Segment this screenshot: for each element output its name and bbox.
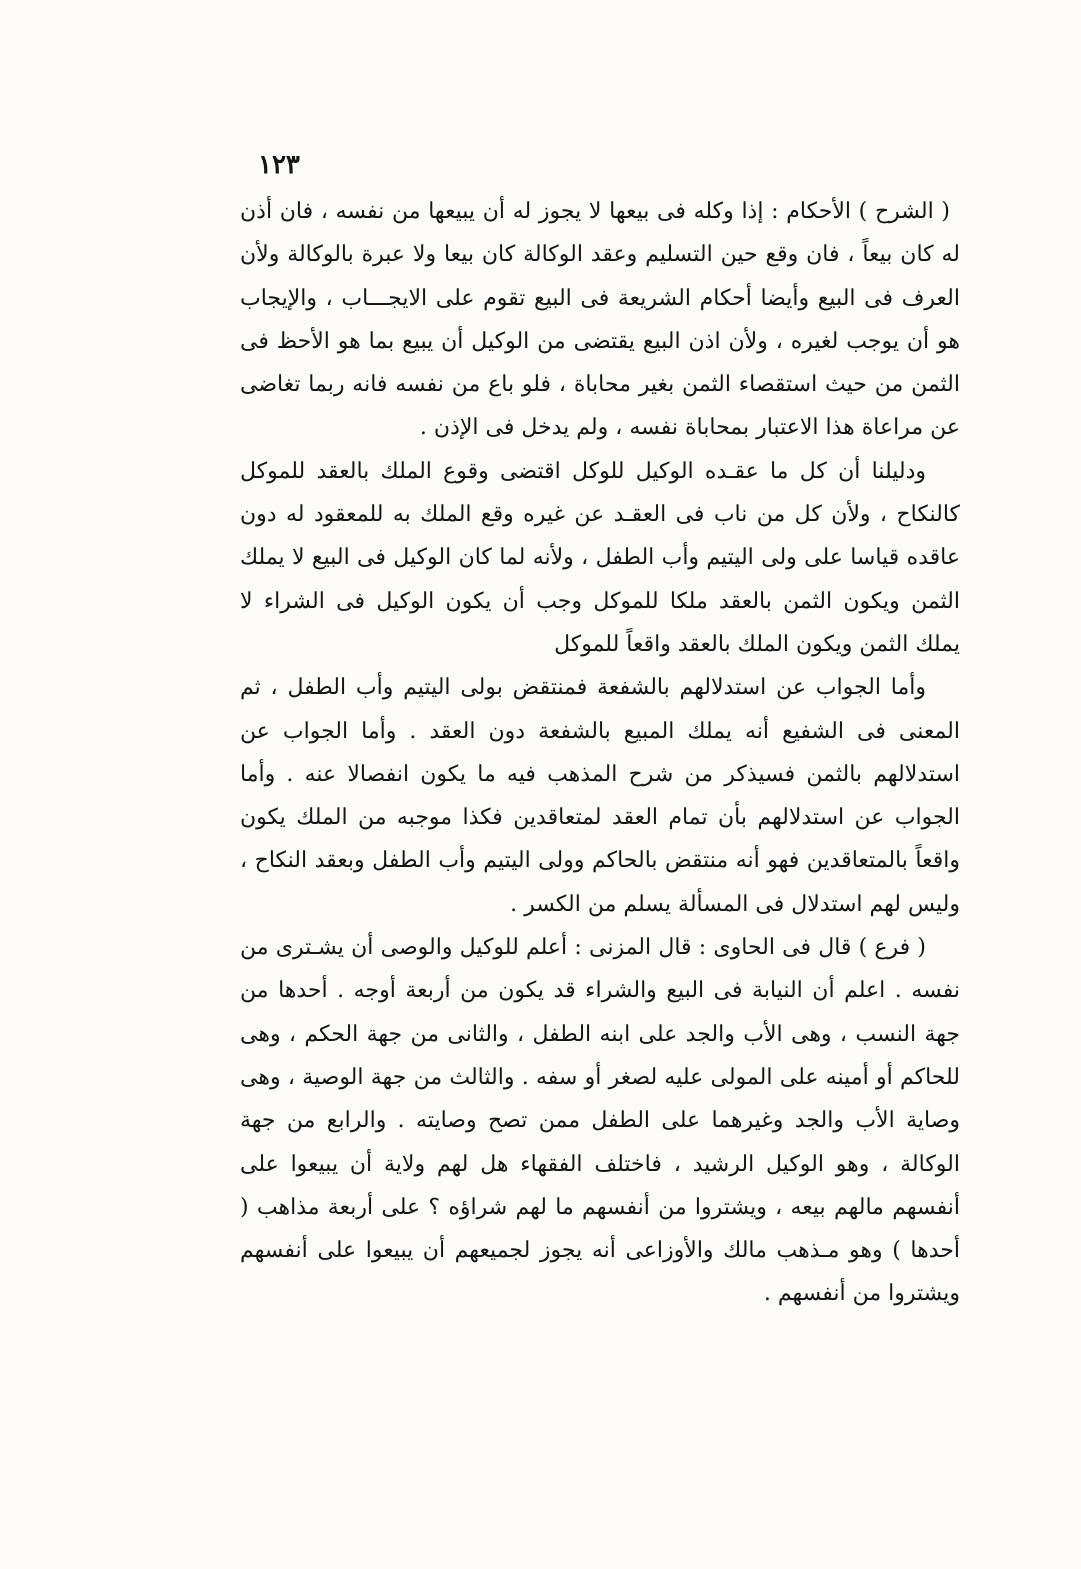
paragraph-sharh-ahkam: ( الشرح ) الأحكام : إذا وكله فى بيعها لا يجوز له أن يبيعها من نفسه ، فان أذن له كان بيعاً ، فان وقع حين التسليم وعقد الوكالة كان بيعا ولا عبرة بالوكالة ولأن العرف فى البيع وأيضا أحكام الشريعة فى البيع تقوم على الايجـــاب ، والإيجاب هو أن يوجب لغيره ، ولأن اذن البيع يقتضى من الوكيل أن يبيع بما هو الأحظ فى الثمن من حيث استقصاء الثمن بغير محاباة ، فلو باع من نفسه فانه ربما تغاضى عن مراعاة هذا الاعتبار بمحاباة نفسه ، ولم يدخل فى الإذن .: [240, 199, 960, 441]
paragraph-far: ( فرع ) قال فى الحاوى : قال المزنى : أعلم للوكيل والوصى أن يشـترى من نفسه . اعلم أن النيابة فى البيع والشراء قد يكون من أربعة أوجه . أحدها من جهة النسب ، وهى الأب والجد على ابنه الطفل ، والثانى من جهة الحكم ، وهى للحاكم أو أمينه على المولى عليه لصغر أو سفه . والثالث من جهة الوصية ، وهى وصاية الأب والجد وغيرهما على الطفل ممن تصح وصايته . والرابع من جهة الوكالة ، وهو الوكيل الرشيد ، فاختلف الفقهاء هل لهم ولاية أن يبيعوا على أنفسهم مالهم بيعه ، ويشتروا من أنفسهم ما لهم شراؤه ؟ على أربعة مذاهب ( أحدها ) وهو مـذهب مالك والأوزاعى أنه يجوز لجميعهم أن يبيعوا على أنفسهم ويشتروا من أنفسهم .: [240, 935, 960, 1307]
paragraph-dalil: ودليلنا أن كل ما عقـده الوكيل للوكل اقتضى وقوع الملك بالعقد للموكل كالنكاح ، ولأن كل من ناب فى العقـد عن غيره وقع الملك به للمعقود له دون عاقده قياسا على ولى اليتيم وأب الطفل ، ولأنه لما كان الوكيل فى البيع لا يملك الثمن ويكون الثمن بالعقد ملكا للموكل وجب أن يكون الوكيل فى الشراء لا يملك الثمن ويكون الملك بالعقد واقعاً للموكل: [240, 458, 960, 657]
page-number: ١٢٣: [258, 150, 300, 180]
body-text: [240, 190, 960, 1316]
paragraph-jawab: وأما الجواب عن استدلالهم بالشفعة فمنتقض بولى اليتيم وأب الطفل ، ثم المعنى فى الشفيع أنه يملك المبيع بالشفعة دون العقد . وأما الجواب عن استدلالهم بالثمن فسيذكر من شرح المذهب فيه ما يكون انفصالا عنه . وأما الجواب عن استدلالهم بأن تمام العقد لمتعاقدين فكذا موجبه من الملك يكون واقعاً بالمتعاقدين فهو أنه منتقض بالحاكم وولى اليتيم وأب الطفل وبعقد النكاح ، وليس لهم استدلال فى المسألة يسلم من الكسر .: [240, 675, 960, 917]
